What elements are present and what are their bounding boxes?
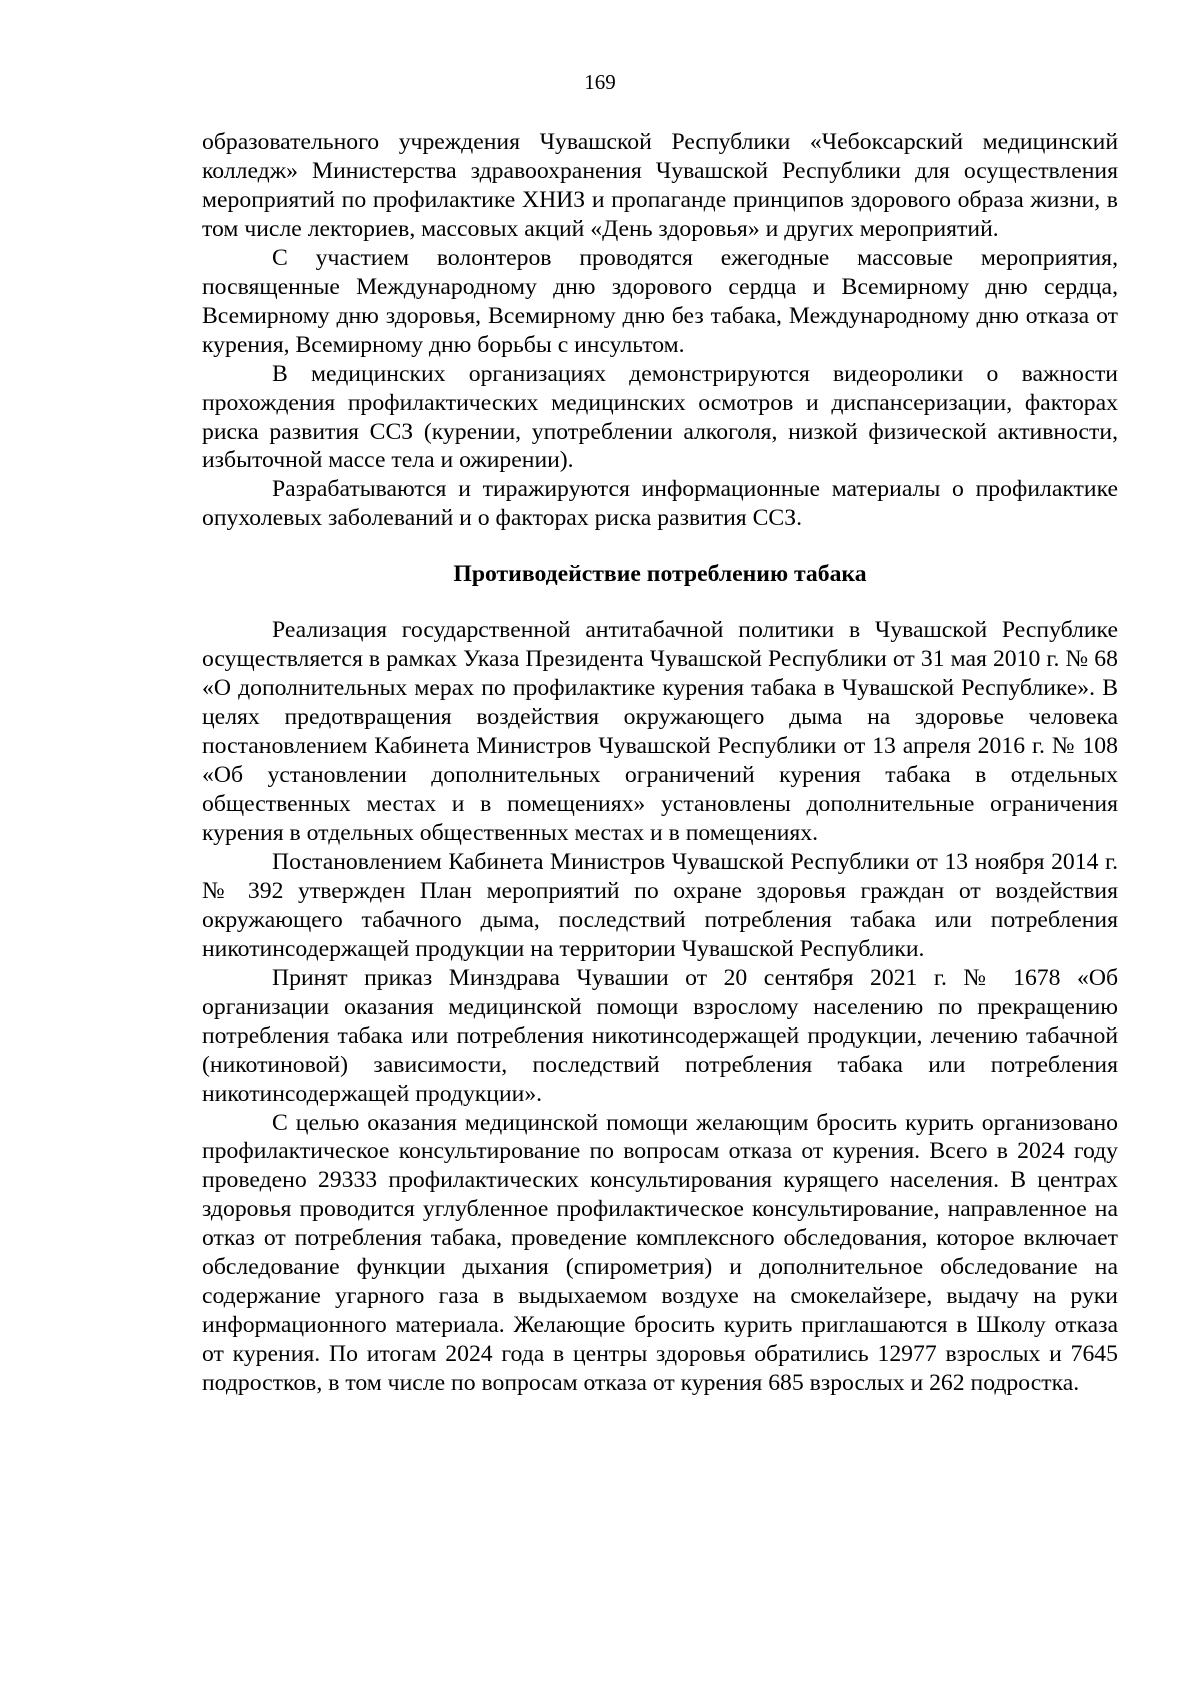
paragraph: С целью оказания медицинской помощи желающим бросить курить организовано профилактическое консультирование по вопросам отказа от курения. Всего в 2024 году проведено 29333 профилактических консультирования курящего населения. В центрах здоровья проводится углубленное профилактическое консультирование, направленное на отказ от потребления табака, проведение комплексного обследования, которое включает обследование функции дыхания (спирометрия) и дополнительное обследование на содержание угарного газа в выдыхаемом воздухе на смокелайзере, выдачу на руки информационного материала. Желающие бросить курить приглашаются в Школу отказа от курения. По итогам 2024 года в центры здоровья обратились 12977 взрослых и 7645 подростков, в том числе по вопросам отказа от курения 685 взрослых и 262 подростка. (202, 1109, 1118, 1397)
paragraph: Реализация государственной антитабачной политики в Чувашской Республике осуществляется в рамках Указа Президента Чувашской Республики от 31 мая 2010 г. № 68 «О дополнительных мерах по профилактике курения табака в Чувашской Республике». В целях предотвращения воздействия окружающего дыма на здоровье человека постановлением Кабинета Министров Чувашской Республики от 13 апреля 2016 г. № 108 «Об установлении дополнительных ограничений курения табака в отдельных общественных местах и в помещениях» установлены дополнительные ограничения курения в отдельных общественных местах и в помещениях. (202, 617, 1118, 846)
page-number: 169 (584, 70, 616, 94)
page-body (202, 128, 1118, 1398)
section-heading: Противодействие потреблению табака (453, 561, 867, 588)
paragraph: Принят приказ Минздрава Чувашии от 20 сентября 2021 г. № 1678 «Об организации оказания медицинской помощи взрослому населению по прекращению потребления табака или потребления никотинсодержащей продукции, лечению табачной (никотиновой) зависимости, последствий потребления табака или потребления никотинсодержащей продукции». (202, 964, 1118, 1107)
paragraph: Разрабатываются и тиражируются информационные материалы о профилактике опухолевых заболеваний и о факторах риска развития ССЗ. (202, 476, 1118, 532)
paragraph: В медицинских организациях демонстрируются видеоролики о важности прохождения профилактических медицинских осмотров и диспансеризации, факторах риска развития ССЗ (курении, употреблении алкоголя, низкой физической активности, избыточной массе тела и ожирении). (202, 360, 1118, 474)
paragraph-continuation: образовательного учреждения Чувашской Республики «Чебоксарский медицинский колледж» Министерства здравоохранения Чувашской Республики для осуществления мероприятий по профилактике ХНИЗ и пропаганде принципов здорового образа жизни, в том числе лекториев, массовых акций «День здоровья» и других мероприятий. (202, 129, 1118, 242)
paragraph: Постановлением Кабинета Министров Чувашской Республики от 13 ноября 2014 г. № 392 утвержден План мероприятий по охране здоровья граждан от воздействия окружающего табачного дыма, последствий потребления табака или потребления никотинсодержащей продукции на территории Чувашской Республики. (202, 848, 1118, 962)
paragraph: С участием волонтеров проводятся ежегодные массовые мероприятия, посвященные Международному дню здорового сердца и Всемирному дню сердца, Всемирному дню здоровья, Всемирному дню без табака, Международному дню отказа от курения, Всемирному дню борьбы с инсультом. (202, 244, 1118, 358)
